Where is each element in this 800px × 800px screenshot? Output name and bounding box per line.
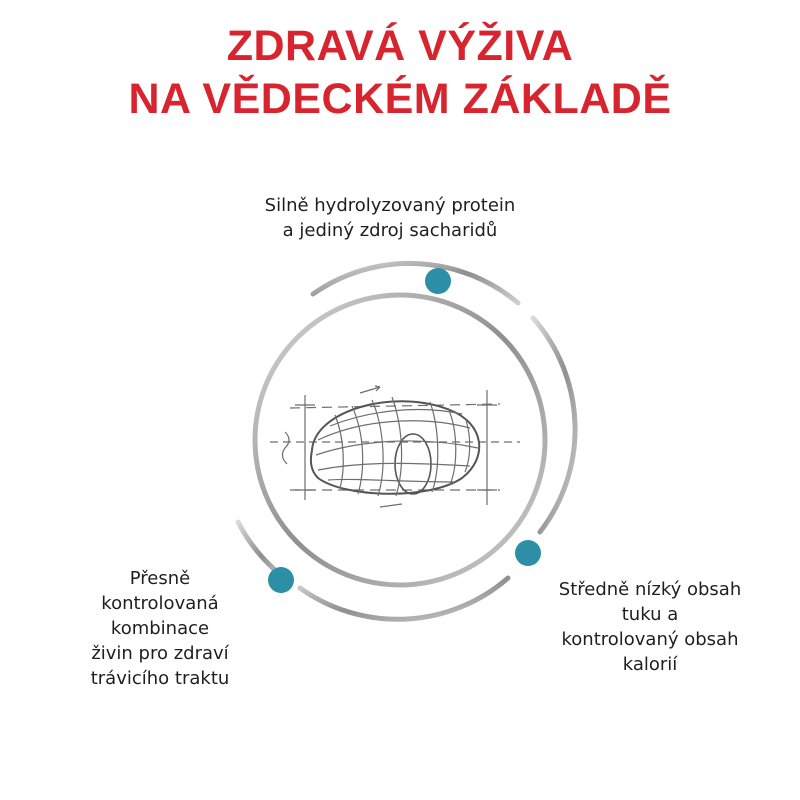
benefit-dot-top [425, 268, 451, 294]
title-line-1: ZDRAVÁ VÝŽIVA [226, 22, 574, 70]
benefit-dot-right [515, 540, 541, 566]
benefit-line: živin pro zdraví [91, 643, 229, 664]
benefit-line: kalorií [622, 654, 678, 675]
benefit-line: Přesně [129, 568, 191, 589]
benefit-line: kontrolovaný obsah [561, 629, 739, 650]
benefit-dot-left [268, 567, 294, 593]
benefit-line: Středně nízký obsah [558, 579, 742, 600]
benefit-line: a jediný zdroj sacharidů [282, 220, 498, 241]
benefit-line: tuku a [621, 604, 679, 625]
inner-ring [255, 295, 545, 585]
title-line-2: NA VĚDECKÉM ZÁKLADĚ [128, 75, 672, 123]
benefit-line: trávicího traktu [90, 668, 230, 689]
benefit-line: kontrolovaná [101, 593, 219, 614]
benefit-line: Silně hydrolyzovaný protein [264, 195, 516, 216]
benefit-line: kombinace [110, 618, 210, 639]
